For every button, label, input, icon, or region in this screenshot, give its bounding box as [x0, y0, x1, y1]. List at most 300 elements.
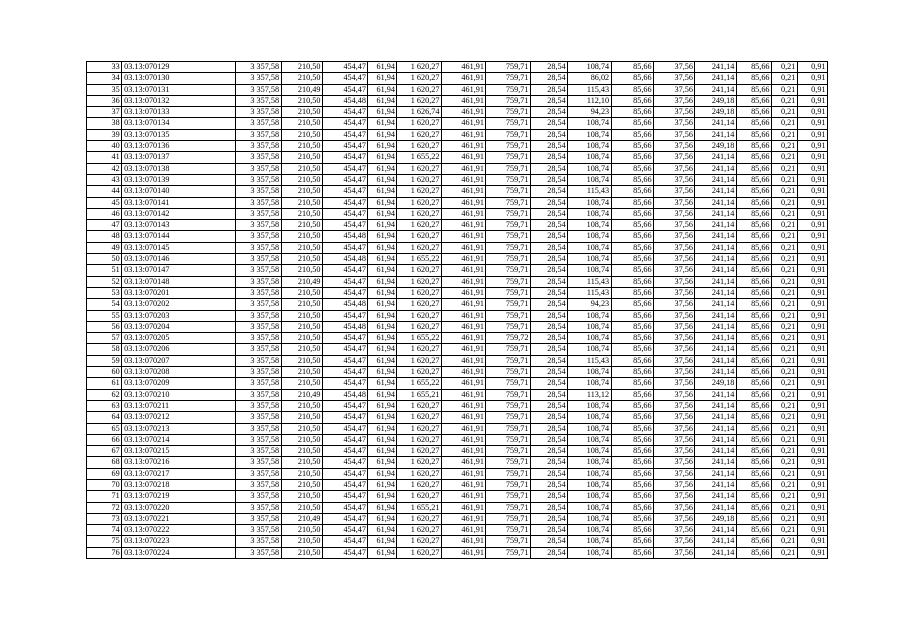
value-cell: 28,54 — [530, 333, 567, 344]
value-cell: 0,21 — [772, 547, 798, 558]
value-cell: 0,91 — [797, 355, 827, 366]
value-cell: 85,66 — [736, 107, 771, 118]
value-cell: 85,66 — [611, 118, 653, 129]
value-cell: 108,74 — [568, 141, 611, 152]
value-cell: 210,50 — [281, 344, 322, 355]
value-cell: 210,50 — [281, 141, 322, 152]
table-row — [87, 344, 828, 355]
value-cell: 28,54 — [530, 62, 567, 73]
value-cell: 241,14 — [695, 423, 736, 434]
value-cell: 1 620,27 — [397, 367, 442, 378]
value-cell: 210,50 — [281, 174, 322, 185]
value-cell: 1 655,21 — [397, 502, 442, 513]
value-cell: 28,54 — [530, 355, 567, 366]
value-cell: 454,47 — [322, 344, 368, 355]
value-cell: 85,66 — [611, 389, 653, 400]
value-cell: 61,94 — [368, 389, 397, 400]
value-cell: 28,54 — [530, 502, 567, 513]
value-cell: 0,91 — [797, 174, 827, 185]
row-number-cell: 50 — [87, 254, 122, 265]
value-cell: 210,50 — [281, 434, 322, 445]
value-cell: 759,71 — [486, 107, 531, 118]
value-cell: 61,94 — [368, 95, 397, 106]
value-cell: 461,91 — [441, 479, 486, 490]
value-cell: 108,74 — [568, 446, 611, 457]
value-cell: 3 357,58 — [236, 547, 282, 558]
row-number-cell: 74 — [87, 525, 122, 536]
value-cell: 28,54 — [530, 186, 567, 197]
code-cell: 03.13:070145 — [122, 242, 236, 253]
value-cell: 241,14 — [695, 536, 736, 547]
value-cell: 28,54 — [530, 446, 567, 457]
value-cell: 241,14 — [695, 129, 736, 140]
value-cell: 0,91 — [797, 118, 827, 129]
value-cell: 85,66 — [736, 525, 771, 536]
value-cell: 0,91 — [797, 186, 827, 197]
table-row — [87, 62, 828, 73]
value-cell: 461,91 — [441, 95, 486, 106]
value-cell: 759,71 — [486, 344, 531, 355]
value-cell: 249,18 — [695, 378, 736, 389]
value-cell: 461,91 — [441, 186, 486, 197]
value-cell: 0,91 — [797, 468, 827, 479]
table-row — [87, 276, 828, 287]
value-cell: 759,71 — [486, 412, 531, 423]
code-cell: 03.13:070141 — [122, 197, 236, 208]
value-cell: 37,56 — [654, 321, 695, 332]
value-cell: 210,50 — [281, 163, 322, 174]
row-number-cell: 75 — [87, 536, 122, 547]
value-cell: 85,66 — [611, 479, 653, 490]
value-cell: 3 357,58 — [236, 457, 282, 468]
value-cell: 37,56 — [654, 468, 695, 479]
value-cell: 85,66 — [736, 197, 771, 208]
value-cell: 108,74 — [568, 174, 611, 185]
table-row — [87, 152, 828, 163]
value-cell: 37,56 — [654, 434, 695, 445]
table-row — [87, 502, 828, 513]
value-cell: 61,94 — [368, 310, 397, 321]
value-cell: 241,14 — [695, 287, 736, 298]
row-number-cell: 35 — [87, 84, 122, 95]
value-cell: 108,74 — [568, 321, 611, 332]
value-cell: 37,56 — [654, 400, 695, 411]
value-cell: 115,43 — [568, 84, 611, 95]
value-cell: 85,66 — [736, 513, 771, 524]
value-cell: 454,47 — [322, 118, 368, 129]
code-cell: 03.13:070224 — [122, 547, 236, 558]
value-cell: 461,91 — [441, 242, 486, 253]
value-cell: 759,71 — [486, 446, 531, 457]
code-cell: 03.13:070142 — [122, 208, 236, 219]
value-cell: 461,91 — [441, 525, 486, 536]
value-cell: 0,91 — [797, 152, 827, 163]
value-cell: 28,54 — [530, 389, 567, 400]
row-number-cell: 72 — [87, 502, 122, 513]
value-cell: 454,47 — [322, 129, 368, 140]
value-cell: 85,66 — [736, 242, 771, 253]
value-cell: 461,91 — [441, 141, 486, 152]
value-cell: 108,74 — [568, 502, 611, 513]
value-cell: 3 357,58 — [236, 536, 282, 547]
value-cell: 461,91 — [441, 536, 486, 547]
row-number-cell: 58 — [87, 344, 122, 355]
value-cell: 759,71 — [486, 129, 531, 140]
value-cell: 108,74 — [568, 208, 611, 219]
value-cell: 454,47 — [322, 434, 368, 445]
value-cell: 454,47 — [322, 479, 368, 490]
value-cell: 461,91 — [441, 367, 486, 378]
code-cell: 03.13:070144 — [122, 231, 236, 242]
row-number-cell: 62 — [87, 389, 122, 400]
value-cell: 1 620,27 — [397, 186, 442, 197]
value-cell: 28,54 — [530, 344, 567, 355]
table-body — [87, 62, 828, 559]
value-cell: 0,21 — [772, 174, 798, 185]
value-cell: 461,91 — [441, 129, 486, 140]
value-cell: 28,54 — [530, 412, 567, 423]
row-number-cell: 61 — [87, 378, 122, 389]
value-cell: 1 620,27 — [397, 129, 442, 140]
table-row — [87, 299, 828, 310]
value-cell: 115,43 — [568, 355, 611, 366]
row-number-cell: 47 — [87, 220, 122, 231]
row-number-cell: 34 — [87, 73, 122, 84]
value-cell: 1 620,27 — [397, 95, 442, 106]
value-cell: 85,66 — [736, 479, 771, 490]
value-cell: 3 357,58 — [236, 95, 282, 106]
value-cell: 1 620,27 — [397, 73, 442, 84]
value-cell: 0,21 — [772, 321, 798, 332]
value-cell: 0,21 — [772, 412, 798, 423]
value-cell: 0,21 — [772, 423, 798, 434]
value-cell: 454,47 — [322, 378, 368, 389]
code-cell: 03.13:070138 — [122, 163, 236, 174]
value-cell: 1 620,27 — [397, 231, 442, 242]
value-cell: 461,91 — [441, 174, 486, 185]
value-cell: 37,56 — [654, 254, 695, 265]
value-cell: 1 620,27 — [397, 446, 442, 457]
value-cell: 3 357,58 — [236, 287, 282, 298]
value-cell: 759,71 — [486, 152, 531, 163]
value-cell: 85,66 — [736, 265, 771, 276]
value-cell: 28,54 — [530, 423, 567, 434]
value-cell: 241,14 — [695, 355, 736, 366]
code-cell: 03.13:070221 — [122, 513, 236, 524]
value-cell: 85,66 — [736, 310, 771, 321]
value-cell: 1 620,27 — [397, 163, 442, 174]
value-cell: 85,66 — [736, 220, 771, 231]
value-cell: 210,50 — [281, 400, 322, 411]
value-cell: 108,74 — [568, 265, 611, 276]
value-cell: 759,71 — [486, 525, 531, 536]
value-cell: 461,91 — [441, 287, 486, 298]
value-cell: 85,66 — [611, 84, 653, 95]
value-cell: 210,50 — [281, 502, 322, 513]
value-cell: 3 357,58 — [236, 197, 282, 208]
value-cell: 0,21 — [772, 163, 798, 174]
value-cell: 0,21 — [772, 479, 798, 490]
value-cell: 0,21 — [772, 231, 798, 242]
table-row — [87, 547, 828, 558]
value-cell: 241,14 — [695, 62, 736, 73]
value-cell: 0,21 — [772, 446, 798, 457]
table-row — [87, 163, 828, 174]
value-cell: 0,21 — [772, 299, 798, 310]
value-cell: 0,21 — [772, 525, 798, 536]
value-cell: 61,94 — [368, 502, 397, 513]
value-cell: 28,54 — [530, 367, 567, 378]
value-cell: 28,54 — [530, 378, 567, 389]
code-cell: 03.13:070147 — [122, 265, 236, 276]
value-cell: 28,54 — [530, 197, 567, 208]
value-cell: 0,91 — [797, 491, 827, 502]
value-cell: 461,91 — [441, 231, 486, 242]
value-cell: 241,14 — [695, 344, 736, 355]
value-cell: 759,71 — [486, 265, 531, 276]
value-cell: 3 357,58 — [236, 107, 282, 118]
value-cell: 85,66 — [611, 367, 653, 378]
value-cell: 1 655,22 — [397, 333, 442, 344]
value-cell: 37,56 — [654, 276, 695, 287]
value-cell: 108,74 — [568, 118, 611, 129]
code-cell: 03.13:070201 — [122, 287, 236, 298]
table-row — [87, 242, 828, 253]
row-number-cell: 60 — [87, 367, 122, 378]
value-cell: 0,91 — [797, 513, 827, 524]
value-cell: 0,91 — [797, 73, 827, 84]
value-cell: 210,50 — [281, 547, 322, 558]
table-row — [87, 95, 828, 106]
value-cell: 28,54 — [530, 321, 567, 332]
value-cell: 0,91 — [797, 525, 827, 536]
value-cell: 0,91 — [797, 423, 827, 434]
value-cell: 37,56 — [654, 491, 695, 502]
value-cell: 1 620,27 — [397, 525, 442, 536]
value-cell: 0,91 — [797, 163, 827, 174]
row-number-cell: 54 — [87, 299, 122, 310]
value-cell: 210,50 — [281, 536, 322, 547]
value-cell: 61,94 — [368, 536, 397, 547]
value-cell: 0,21 — [772, 84, 798, 95]
value-cell: 1 620,27 — [397, 513, 442, 524]
value-cell: 210,50 — [281, 479, 322, 490]
value-cell: 85,66 — [736, 536, 771, 547]
value-cell: 61,94 — [368, 333, 397, 344]
table-row — [87, 536, 828, 547]
value-cell: 210,50 — [281, 468, 322, 479]
value-cell: 454,47 — [322, 536, 368, 547]
value-cell: 241,14 — [695, 434, 736, 445]
code-cell: 03.13:070134 — [122, 118, 236, 129]
value-cell: 241,14 — [695, 118, 736, 129]
value-cell: 28,54 — [530, 536, 567, 547]
value-cell: 241,14 — [695, 299, 736, 310]
value-cell: 61,94 — [368, 525, 397, 536]
value-cell: 0,91 — [797, 446, 827, 457]
value-cell: 461,91 — [441, 107, 486, 118]
row-number-cell: 65 — [87, 423, 122, 434]
value-cell: 454,47 — [322, 502, 368, 513]
code-cell: 03.13:070143 — [122, 220, 236, 231]
value-cell: 759,71 — [486, 310, 531, 321]
value-cell: 85,66 — [611, 513, 653, 524]
value-cell: 3 357,58 — [236, 333, 282, 344]
value-cell: 108,74 — [568, 220, 611, 231]
value-cell: 37,56 — [654, 547, 695, 558]
value-cell: 1 620,27 — [397, 118, 442, 129]
value-cell: 461,91 — [441, 502, 486, 513]
value-cell: 3 357,58 — [236, 400, 282, 411]
value-cell: 61,94 — [368, 367, 397, 378]
value-cell: 0,91 — [797, 502, 827, 513]
value-cell: 454,47 — [322, 513, 368, 524]
value-cell: 113,12 — [568, 389, 611, 400]
value-cell: 37,56 — [654, 62, 695, 73]
value-cell: 85,66 — [736, 355, 771, 366]
value-cell: 0,21 — [772, 197, 798, 208]
value-cell: 28,54 — [530, 84, 567, 95]
value-cell: 759,71 — [486, 220, 531, 231]
value-cell: 241,14 — [695, 208, 736, 219]
value-cell: 241,14 — [695, 321, 736, 332]
value-cell: 3 357,58 — [236, 321, 282, 332]
row-number-cell: 37 — [87, 107, 122, 118]
value-cell: 759,71 — [486, 276, 531, 287]
code-cell: 03.13:070131 — [122, 84, 236, 95]
value-cell: 241,14 — [695, 479, 736, 490]
value-cell: 61,94 — [368, 186, 397, 197]
table-row — [87, 491, 828, 502]
value-cell: 3 357,58 — [236, 367, 282, 378]
value-cell: 0,91 — [797, 344, 827, 355]
value-cell: 85,66 — [736, 141, 771, 152]
value-cell: 108,74 — [568, 163, 611, 174]
value-cell: 0,21 — [772, 276, 798, 287]
value-cell: 0,91 — [797, 107, 827, 118]
value-cell: 28,54 — [530, 276, 567, 287]
value-cell: 759,71 — [486, 62, 531, 73]
value-cell: 85,66 — [736, 423, 771, 434]
row-number-cell: 70 — [87, 479, 122, 490]
value-cell: 28,54 — [530, 107, 567, 118]
value-cell: 241,14 — [695, 152, 736, 163]
value-cell: 461,91 — [441, 310, 486, 321]
value-cell: 241,14 — [695, 231, 736, 242]
value-cell: 85,66 — [611, 547, 653, 558]
value-cell: 210,50 — [281, 265, 322, 276]
value-cell: 210,50 — [281, 129, 322, 140]
value-cell: 3 357,58 — [236, 254, 282, 265]
value-cell: 0,91 — [797, 231, 827, 242]
value-cell: 1 620,27 — [397, 141, 442, 152]
value-cell: 3 357,58 — [236, 73, 282, 84]
value-cell: 85,66 — [736, 344, 771, 355]
value-cell: 61,94 — [368, 378, 397, 389]
value-cell: 3 357,58 — [236, 84, 282, 95]
value-cell: 28,54 — [530, 118, 567, 129]
value-cell: 241,14 — [695, 163, 736, 174]
value-cell: 61,94 — [368, 152, 397, 163]
value-cell: 61,94 — [368, 73, 397, 84]
value-cell: 759,71 — [486, 434, 531, 445]
value-cell: 3 357,58 — [236, 344, 282, 355]
value-cell: 454,47 — [322, 412, 368, 423]
value-cell: 1 620,27 — [397, 242, 442, 253]
value-cell: 28,54 — [530, 457, 567, 468]
value-cell: 210,50 — [281, 367, 322, 378]
value-cell: 37,56 — [654, 333, 695, 344]
value-cell: 210,50 — [281, 412, 322, 423]
code-cell: 03.13:070213 — [122, 423, 236, 434]
value-cell: 85,66 — [611, 265, 653, 276]
value-cell: 28,54 — [530, 208, 567, 219]
value-cell: 0,21 — [772, 378, 798, 389]
value-cell: 37,56 — [654, 84, 695, 95]
value-cell: 28,54 — [530, 525, 567, 536]
value-cell: 61,94 — [368, 141, 397, 152]
value-cell: 1 620,27 — [397, 355, 442, 366]
table-row — [87, 287, 828, 298]
table-row — [87, 220, 828, 231]
value-cell: 759,71 — [486, 400, 531, 411]
value-cell: 454,47 — [322, 73, 368, 84]
code-cell: 03.13:070140 — [122, 186, 236, 197]
value-cell: 461,91 — [441, 400, 486, 411]
table-row — [87, 333, 828, 344]
value-cell: 0,21 — [772, 208, 798, 219]
value-cell: 759,71 — [486, 468, 531, 479]
value-cell: 210,50 — [281, 457, 322, 468]
value-cell: 85,66 — [611, 186, 653, 197]
value-cell: 454,48 — [322, 254, 368, 265]
value-cell: 0,91 — [797, 84, 827, 95]
value-cell: 37,56 — [654, 118, 695, 129]
value-cell: 108,74 — [568, 62, 611, 73]
value-cell: 461,91 — [441, 378, 486, 389]
value-cell: 61,94 — [368, 107, 397, 118]
value-cell: 0,21 — [772, 367, 798, 378]
value-cell: 454,47 — [322, 208, 368, 219]
value-cell: 85,66 — [611, 129, 653, 140]
value-cell: 1 620,27 — [397, 400, 442, 411]
table-row — [87, 321, 828, 332]
value-cell: 0,21 — [772, 220, 798, 231]
value-cell: 85,66 — [611, 333, 653, 344]
value-cell: 85,66 — [736, 468, 771, 479]
value-cell: 37,56 — [654, 152, 695, 163]
value-cell: 0,91 — [797, 389, 827, 400]
value-cell: 3 357,58 — [236, 525, 282, 536]
value-cell: 61,94 — [368, 242, 397, 253]
value-cell: 112,10 — [568, 95, 611, 106]
value-cell: 85,66 — [736, 186, 771, 197]
value-cell: 3 357,58 — [236, 378, 282, 389]
value-cell: 210,50 — [281, 197, 322, 208]
value-cell: 108,74 — [568, 513, 611, 524]
value-cell: 115,43 — [568, 276, 611, 287]
table-row — [87, 231, 828, 242]
value-cell: 94,23 — [568, 299, 611, 310]
value-cell: 0,21 — [772, 265, 798, 276]
value-cell: 28,54 — [530, 129, 567, 140]
value-cell: 0,91 — [797, 479, 827, 490]
value-cell: 241,14 — [695, 254, 736, 265]
value-cell: 0,91 — [797, 412, 827, 423]
value-cell: 210,50 — [281, 321, 322, 332]
value-cell: 108,74 — [568, 423, 611, 434]
value-cell: 28,54 — [530, 434, 567, 445]
